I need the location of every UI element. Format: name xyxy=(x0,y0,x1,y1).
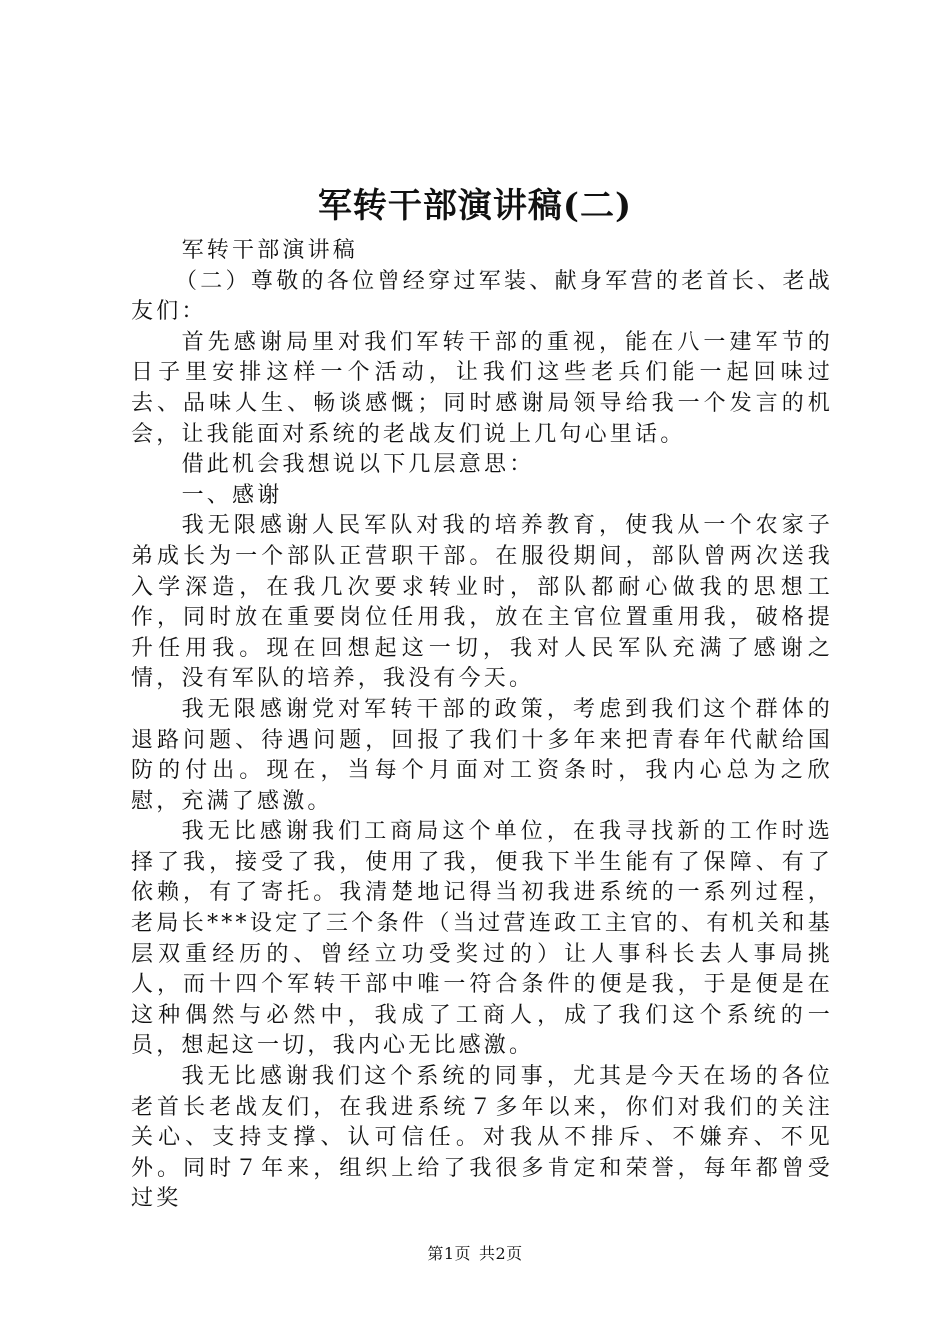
paragraph-thanks-army: 我无限感谢人民军队对我的培养教育，使我从一个农家子弟成长为一个部队正营职干部。在服役期间，部队曾两次送我入学深造，在我几次要求转业时，部队都耐心做我的思想工作，同时放在重要岗位任用我，放在主官位置重用我，破格提升任用我。现在回想起这一切，我对人民军队充满了感谢之情，没有军队的培养，我没有今天。 xyxy=(131,513,833,692)
paragraph-thanks-party: 我无限感谢党对军转干部的政策，考虑到我们这个群体的退路问题、待遇问题，回报了我们十多年来把青春年代献给国防的付出。现在，当每个月面对工资条时，我内心总为之欣慰，充满了感激。 xyxy=(131,696,833,814)
page-number: 第1页 xyxy=(427,1244,471,1263)
page-total: 共2页 xyxy=(479,1244,523,1263)
paragraph-thanks-colleagues: 我无比感谢我们这个系统的同事，尤其是今天在场的各位老首长老战友们，在我进系统７多年以来，你们对我们的关注关心、支持支撑、认可信任。对我从不排斥、不嫌弃、不见外。同时７年来，组织上给了我很多肯定和荣誉，每年都曾受过奖 xyxy=(131,1064,833,1212)
document-body xyxy=(131,236,833,1215)
paragraph-intro: 借此机会我想说以下几层意思： xyxy=(181,452,535,478)
paragraph-opening: 首先感谢局里对我们军转干部的重视，能在八一建军节的日子里安排这样一个活动，让我们这些老兵们能一起回味过去、品味人生、畅谈感慨；同时感谢局领导给我一个发言的机会，让我能面对系统的老战友们说上几句心里话。 xyxy=(131,329,833,447)
paragraph-thanks-bureau: 我无比感谢我们工商局这个单位，在我寻找新的工作时选择了我，接受了我，使用了我，便我下半生能有了保障、有了依赖，有了寄托。我清楚地记得当初我进系统的一系列过程，老局长***设定了三个条件（当过营连政工主官的、有机关和基层双重经历的、曾经立功受奖过的）让人事科长去人事局挑人，而十四个军转干部中唯一符合条件的便是我，于是便是在这种偶然与必然中，我成了工商人，成了我们这个系统的一员，想起这一切，我内心无比感激。 xyxy=(131,819,833,1059)
document-title: 军转干部演讲稿(二) xyxy=(317,186,633,226)
section-heading: 一、感谢 xyxy=(181,482,283,508)
paragraph-salutation: （二）尊敬的各位曾经穿过军装、献身军营的老首长、老战友们： xyxy=(131,268,833,325)
page-footer xyxy=(0,1243,950,1265)
paragraph-subtitle: 军转干部演讲稿 xyxy=(181,238,358,263)
